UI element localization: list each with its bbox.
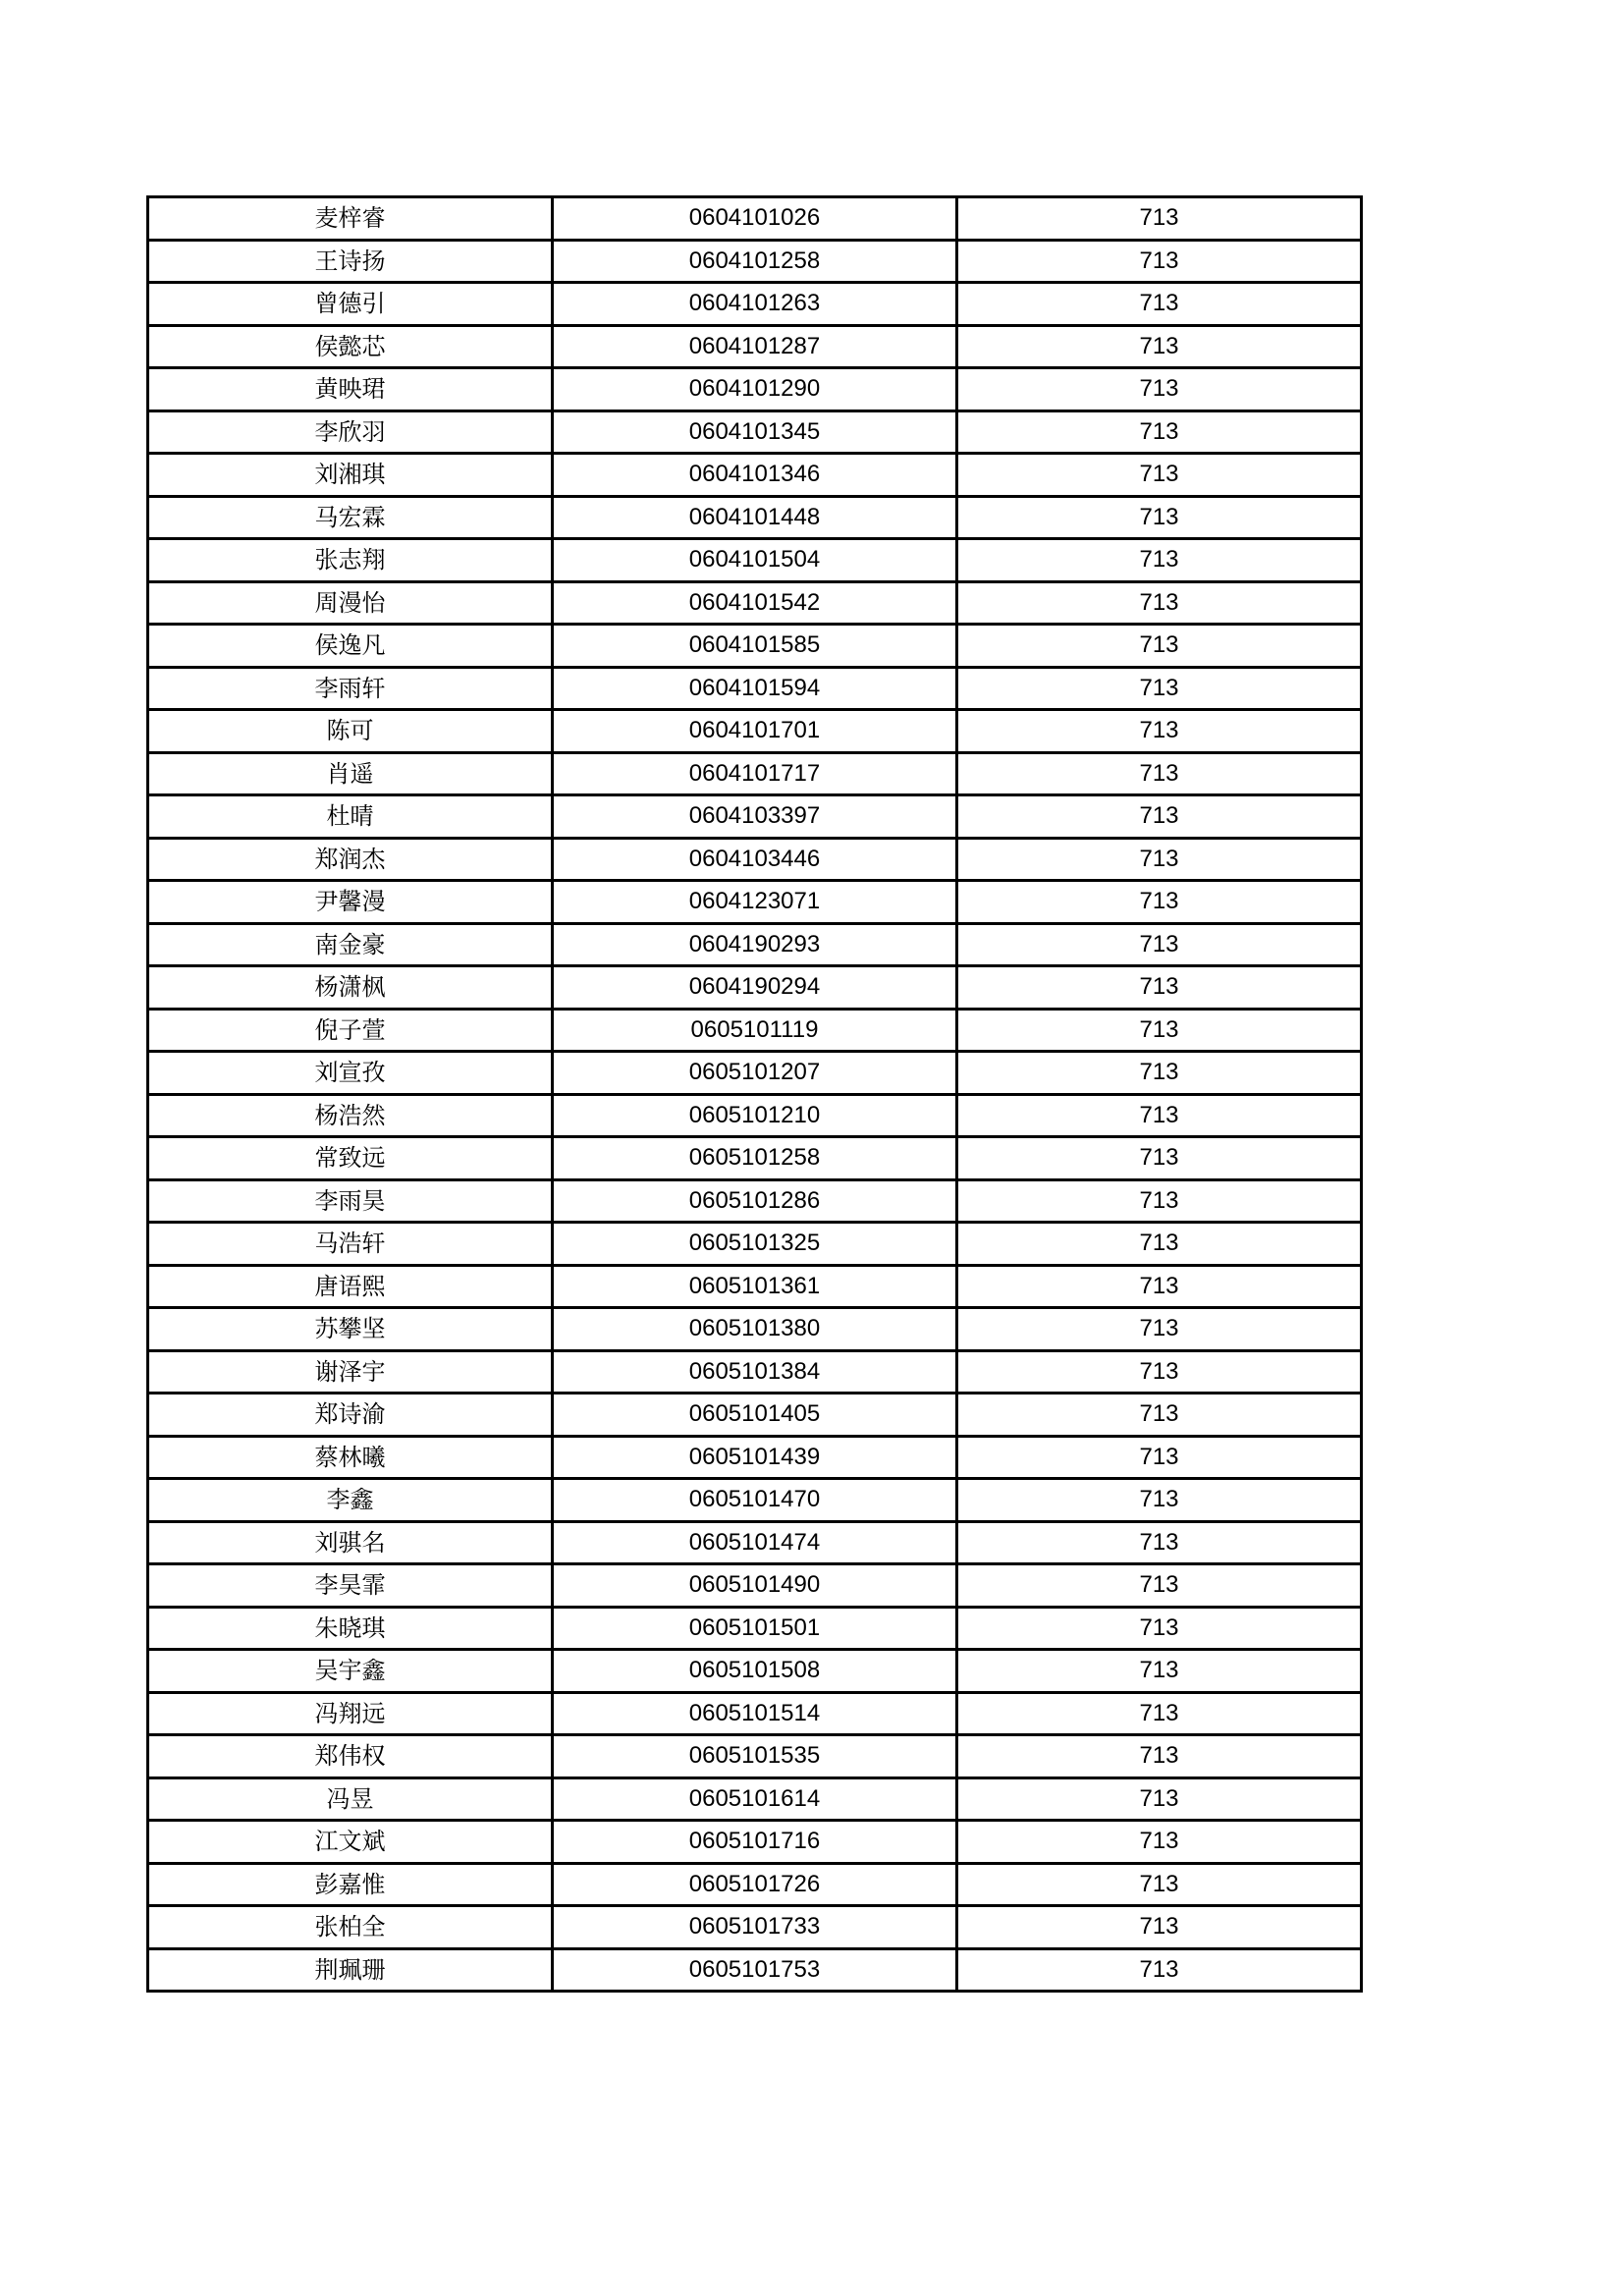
name-cell: 杨潇枫 (148, 966, 553, 1010)
id-cell: 0605101439 (553, 1436, 957, 1479)
score-cell: 713 (957, 667, 1362, 710)
score-cell: 713 (957, 1692, 1362, 1735)
table-row (148, 1394, 1362, 1437)
name-cell: 冯昱 (148, 1777, 553, 1821)
score-cell: 713 (957, 966, 1362, 1010)
table-row (148, 1650, 1362, 1693)
id-cell: 0604101448 (553, 496, 957, 539)
id-cell: 0605101716 (553, 1821, 957, 1864)
table-row (148, 1094, 1362, 1137)
score-cell: 713 (957, 1436, 1362, 1479)
id-cell: 0604101717 (553, 752, 957, 795)
id-cell: 0605101614 (553, 1777, 957, 1821)
id-cell: 0604103397 (553, 795, 957, 839)
score-table (146, 195, 1363, 1993)
table-row (148, 1308, 1362, 1351)
name-cell: 谢泽宇 (148, 1350, 553, 1394)
score-cell: 713 (957, 539, 1362, 582)
table-row (148, 1179, 1362, 1223)
id-cell: 0604101701 (553, 710, 957, 753)
id-cell: 0605101726 (553, 1863, 957, 1906)
score-cell: 713 (957, 1308, 1362, 1351)
id-cell: 0604101258 (553, 240, 957, 283)
table-row (148, 1265, 1362, 1308)
table-row (148, 1777, 1362, 1821)
id-cell: 0605101207 (553, 1052, 957, 1095)
table-row (148, 1009, 1362, 1052)
name-cell: 苏攀坚 (148, 1308, 553, 1351)
name-cell: 侯逸凡 (148, 625, 553, 668)
id-cell: 0605101286 (553, 1179, 957, 1223)
name-cell: 常致远 (148, 1137, 553, 1180)
score-cell: 713 (957, 454, 1362, 497)
table-row (148, 1052, 1362, 1095)
score-cell: 713 (957, 1009, 1362, 1052)
table-row (148, 923, 1362, 966)
id-cell: 0604101594 (553, 667, 957, 710)
name-cell: 冯翔远 (148, 1692, 553, 1735)
id-cell: 0605101733 (553, 1906, 957, 1949)
score-cell: 713 (957, 1265, 1362, 1308)
table-row (148, 881, 1362, 924)
table-row (148, 1735, 1362, 1778)
name-cell: 郑伟权 (148, 1735, 553, 1778)
id-cell: 0604101290 (553, 368, 957, 411)
score-cell: 713 (957, 752, 1362, 795)
table-row (148, 1564, 1362, 1608)
score-cell: 713 (957, 1821, 1362, 1864)
table-row (148, 240, 1362, 283)
id-cell: 0604101346 (553, 454, 957, 497)
name-cell: 张柏全 (148, 1906, 553, 1949)
name-cell: 郑诗渝 (148, 1394, 553, 1437)
id-cell: 0605101258 (553, 1137, 957, 1180)
score-cell: 713 (957, 1948, 1362, 1992)
id-cell: 0605101501 (553, 1607, 957, 1650)
name-cell: 麦梓睿 (148, 197, 553, 241)
score-cell: 713 (957, 838, 1362, 881)
score-cell: 713 (957, 1777, 1362, 1821)
table-row (148, 539, 1362, 582)
table-row (148, 368, 1362, 411)
name-cell: 李欣羽 (148, 410, 553, 454)
id-cell: 0604101345 (553, 410, 957, 454)
name-cell: 蔡林曦 (148, 1436, 553, 1479)
score-cell: 713 (957, 1479, 1362, 1522)
name-cell: 马浩轩 (148, 1223, 553, 1266)
id-cell: 0605101325 (553, 1223, 957, 1266)
score-cell: 713 (957, 1094, 1362, 1137)
score-cell: 713 (957, 1607, 1362, 1650)
name-cell: 吴宇鑫 (148, 1650, 553, 1693)
id-cell: 0604101026 (553, 197, 957, 241)
table-row (148, 1223, 1362, 1266)
score-cell: 713 (957, 283, 1362, 326)
name-cell: 唐语熙 (148, 1265, 553, 1308)
table-row (148, 1948, 1362, 1992)
table-row (148, 838, 1362, 881)
table-row (148, 795, 1362, 839)
id-cell: 0604190294 (553, 966, 957, 1010)
table-row (148, 1350, 1362, 1394)
id-cell: 0605101753 (553, 1948, 957, 1992)
name-cell: 彭嘉惟 (148, 1863, 553, 1906)
id-cell: 0604101542 (553, 581, 957, 625)
table-row (148, 1479, 1362, 1522)
id-cell: 0605101490 (553, 1564, 957, 1608)
id-cell: 0605101514 (553, 1692, 957, 1735)
score-cell: 713 (957, 496, 1362, 539)
score-cell: 713 (957, 1350, 1362, 1394)
name-cell: 李昊霏 (148, 1564, 553, 1608)
name-cell: 刘湘琪 (148, 454, 553, 497)
id-cell: 0605101210 (553, 1094, 957, 1137)
table-row (148, 1863, 1362, 1906)
table-row (148, 1692, 1362, 1735)
table-row (148, 1137, 1362, 1180)
table-row (148, 1607, 1362, 1650)
name-cell: 倪子萱 (148, 1009, 553, 1052)
table-row (148, 1906, 1362, 1949)
score-cell: 713 (957, 710, 1362, 753)
score-cell: 713 (957, 1735, 1362, 1778)
score-cell: 713 (957, 1052, 1362, 1095)
id-cell: 0604101585 (553, 625, 957, 668)
name-cell: 李雨轩 (148, 667, 553, 710)
name-cell: 江文斌 (148, 1821, 553, 1864)
score-cell: 713 (957, 240, 1362, 283)
score-cell: 713 (957, 881, 1362, 924)
score-cell: 713 (957, 1521, 1362, 1564)
id-cell: 0605101361 (553, 1265, 957, 1308)
score-cell: 713 (957, 1223, 1362, 1266)
name-cell: 陈可 (148, 710, 553, 753)
score-cell: 713 (957, 1650, 1362, 1693)
name-cell: 张志翔 (148, 539, 553, 582)
name-cell: 侯懿芯 (148, 325, 553, 368)
name-cell: 刘骐名 (148, 1521, 553, 1564)
name-cell: 尹馨漫 (148, 881, 553, 924)
score-cell: 713 (957, 368, 1362, 411)
table-row (148, 581, 1362, 625)
name-cell: 南金豪 (148, 923, 553, 966)
name-cell: 马宏霖 (148, 496, 553, 539)
name-cell: 周漫怡 (148, 581, 553, 625)
name-cell: 李雨昊 (148, 1179, 553, 1223)
table-row (148, 966, 1362, 1010)
id-cell: 0605101535 (553, 1735, 957, 1778)
id-cell: 0604123071 (553, 881, 957, 924)
name-cell: 曾德引 (148, 283, 553, 326)
table-row (148, 752, 1362, 795)
table-row (148, 197, 1362, 241)
table-row (148, 667, 1362, 710)
name-cell: 杨浩然 (148, 1094, 553, 1137)
name-cell: 荆珮珊 (148, 1948, 553, 1992)
score-cell: 713 (957, 625, 1362, 668)
id-cell: 0605101508 (553, 1650, 957, 1693)
id-cell: 0604103446 (553, 838, 957, 881)
id-cell: 0605101474 (553, 1521, 957, 1564)
name-cell: 朱晓琪 (148, 1607, 553, 1650)
score-cell: 713 (957, 581, 1362, 625)
id-cell: 0605101380 (553, 1308, 957, 1351)
name-cell: 黄映珺 (148, 368, 553, 411)
score-cell: 713 (957, 1906, 1362, 1949)
score-cell: 713 (957, 1137, 1362, 1180)
table-row (148, 325, 1362, 368)
score-cell: 713 (957, 325, 1362, 368)
score-cell: 713 (957, 923, 1362, 966)
score-table-body (148, 197, 1362, 1992)
table-row (148, 1436, 1362, 1479)
table-row (148, 710, 1362, 753)
name-cell: 王诗扬 (148, 240, 553, 283)
table-row (148, 496, 1362, 539)
table-row (148, 454, 1362, 497)
table-row (148, 625, 1362, 668)
name-cell: 肖遥 (148, 752, 553, 795)
table-row (148, 1521, 1362, 1564)
id-cell: 0605101384 (553, 1350, 957, 1394)
score-cell: 713 (957, 1564, 1362, 1608)
table-row (148, 1821, 1362, 1864)
table-row (148, 410, 1362, 454)
id-cell: 0605101405 (553, 1394, 957, 1437)
score-cell: 713 (957, 1863, 1362, 1906)
score-cell: 713 (957, 795, 1362, 839)
name-cell: 刘宣孜 (148, 1052, 553, 1095)
score-cell: 713 (957, 1394, 1362, 1437)
id-cell: 0604101504 (553, 539, 957, 582)
table-row (148, 283, 1362, 326)
name-cell: 杜晴 (148, 795, 553, 839)
id-cell: 0604190293 (553, 923, 957, 966)
id-cell: 0604101287 (553, 325, 957, 368)
id-cell: 0605101470 (553, 1479, 957, 1522)
score-cell: 713 (957, 410, 1362, 454)
name-cell: 郑润杰 (148, 838, 553, 881)
score-cell: 713 (957, 197, 1362, 241)
name-cell: 李鑫 (148, 1479, 553, 1522)
id-cell: 0605101119 (553, 1009, 957, 1052)
score-cell: 713 (957, 1179, 1362, 1223)
id-cell: 0604101263 (553, 283, 957, 326)
